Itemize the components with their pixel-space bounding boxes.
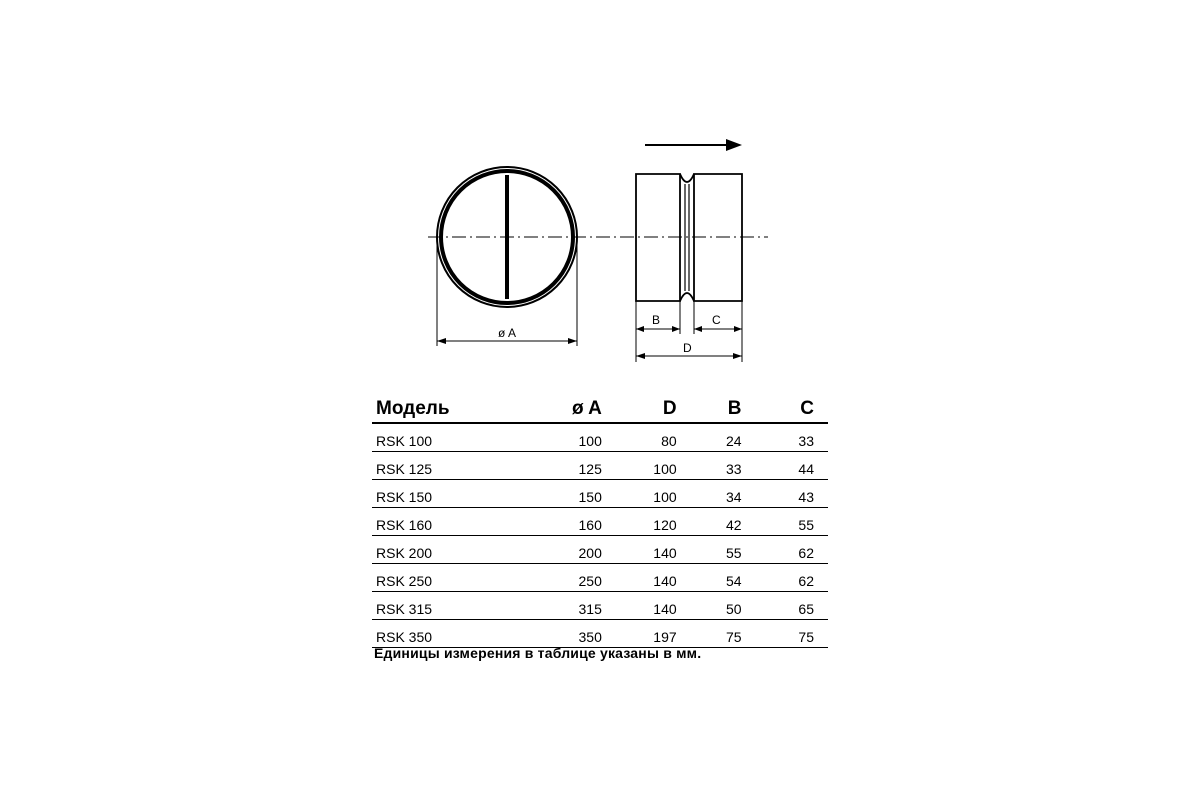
cell-dia-a: 315 [559,592,602,620]
table-row [372,508,828,536]
header-row [372,392,828,423]
cell-dia-a: 125 [559,452,602,480]
drawing-svg [0,0,1200,380]
side-view [636,139,742,362]
header-dia-a: ø A [559,392,602,423]
cell-b: 55 [677,536,742,564]
cell-d: 140 [602,564,677,592]
cell-c: 75 [742,620,828,648]
cell-d: 80 [602,423,677,452]
cell-dia-a: 160 [559,508,602,536]
table-row [372,592,828,620]
cell-b: 42 [677,508,742,536]
cell-b: 50 [677,592,742,620]
cell-d: 100 [602,452,677,480]
cell-b: 34 [677,480,742,508]
cell-c: 33 [742,423,828,452]
bead-bottom [680,293,694,301]
header-c: C [742,392,828,423]
cell-dia-a: 350 [559,620,602,648]
cell-c: 62 [742,564,828,592]
table-row [372,423,828,452]
arrow-b-right [672,326,680,332]
cell-model: RSK 350 [372,620,559,648]
arrow-left [437,338,446,344]
cell-d: 140 [602,592,677,620]
spec-table [372,392,828,648]
cell-d: 140 [602,536,677,564]
cell-c: 43 [742,480,828,508]
header-b: B [677,392,742,423]
cell-b: 75 [677,620,742,648]
label-b: B [652,313,661,327]
cell-model: RSK 250 [372,564,559,592]
arrow-c-right [734,326,742,332]
spec-table-body [372,423,828,648]
arrow-c-left [694,326,702,332]
header-d: D [602,392,677,423]
table-row [372,620,828,648]
cell-dia-a: 100 [559,423,602,452]
cell-c: 65 [742,592,828,620]
cell-model: RSK 125 [372,452,559,480]
cell-d: 100 [602,480,677,508]
cell-model: RSK 100 [372,423,559,452]
cell-d: 120 [602,508,677,536]
cell-dia-a: 150 [559,480,602,508]
label-c: C [712,313,721,327]
cell-b: 54 [677,564,742,592]
cell-c: 62 [742,536,828,564]
arrow-b-left [636,326,644,332]
technical-drawing [0,0,1200,380]
header-model: Модель [372,392,559,423]
flow-arrow-head [726,139,742,151]
cell-b: 33 [677,452,742,480]
cell-model: RSK 200 [372,536,559,564]
spec-table-head [372,392,828,423]
table-row [372,452,828,480]
bead-top [680,174,694,182]
cell-model: RSK 160 [372,508,559,536]
cell-c: 44 [742,452,828,480]
cell-model: RSK 315 [372,592,559,620]
arrow-d-left [636,353,645,359]
label-dia-a: ø A [498,326,517,340]
cell-dia-a: 200 [559,536,602,564]
cell-model: RSK 150 [372,480,559,508]
table-row [372,564,828,592]
label-d: D [683,341,692,355]
cell-c: 55 [742,508,828,536]
units-note: Единицы измерения в таблице указаны в мм. [374,645,702,661]
cell-d: 197 [602,620,677,648]
arrow-d-right [733,353,742,359]
table-row [372,480,828,508]
cell-dia-a: 250 [559,564,602,592]
cell-b: 24 [677,423,742,452]
arrow-right [568,338,577,344]
table-row [372,536,828,564]
